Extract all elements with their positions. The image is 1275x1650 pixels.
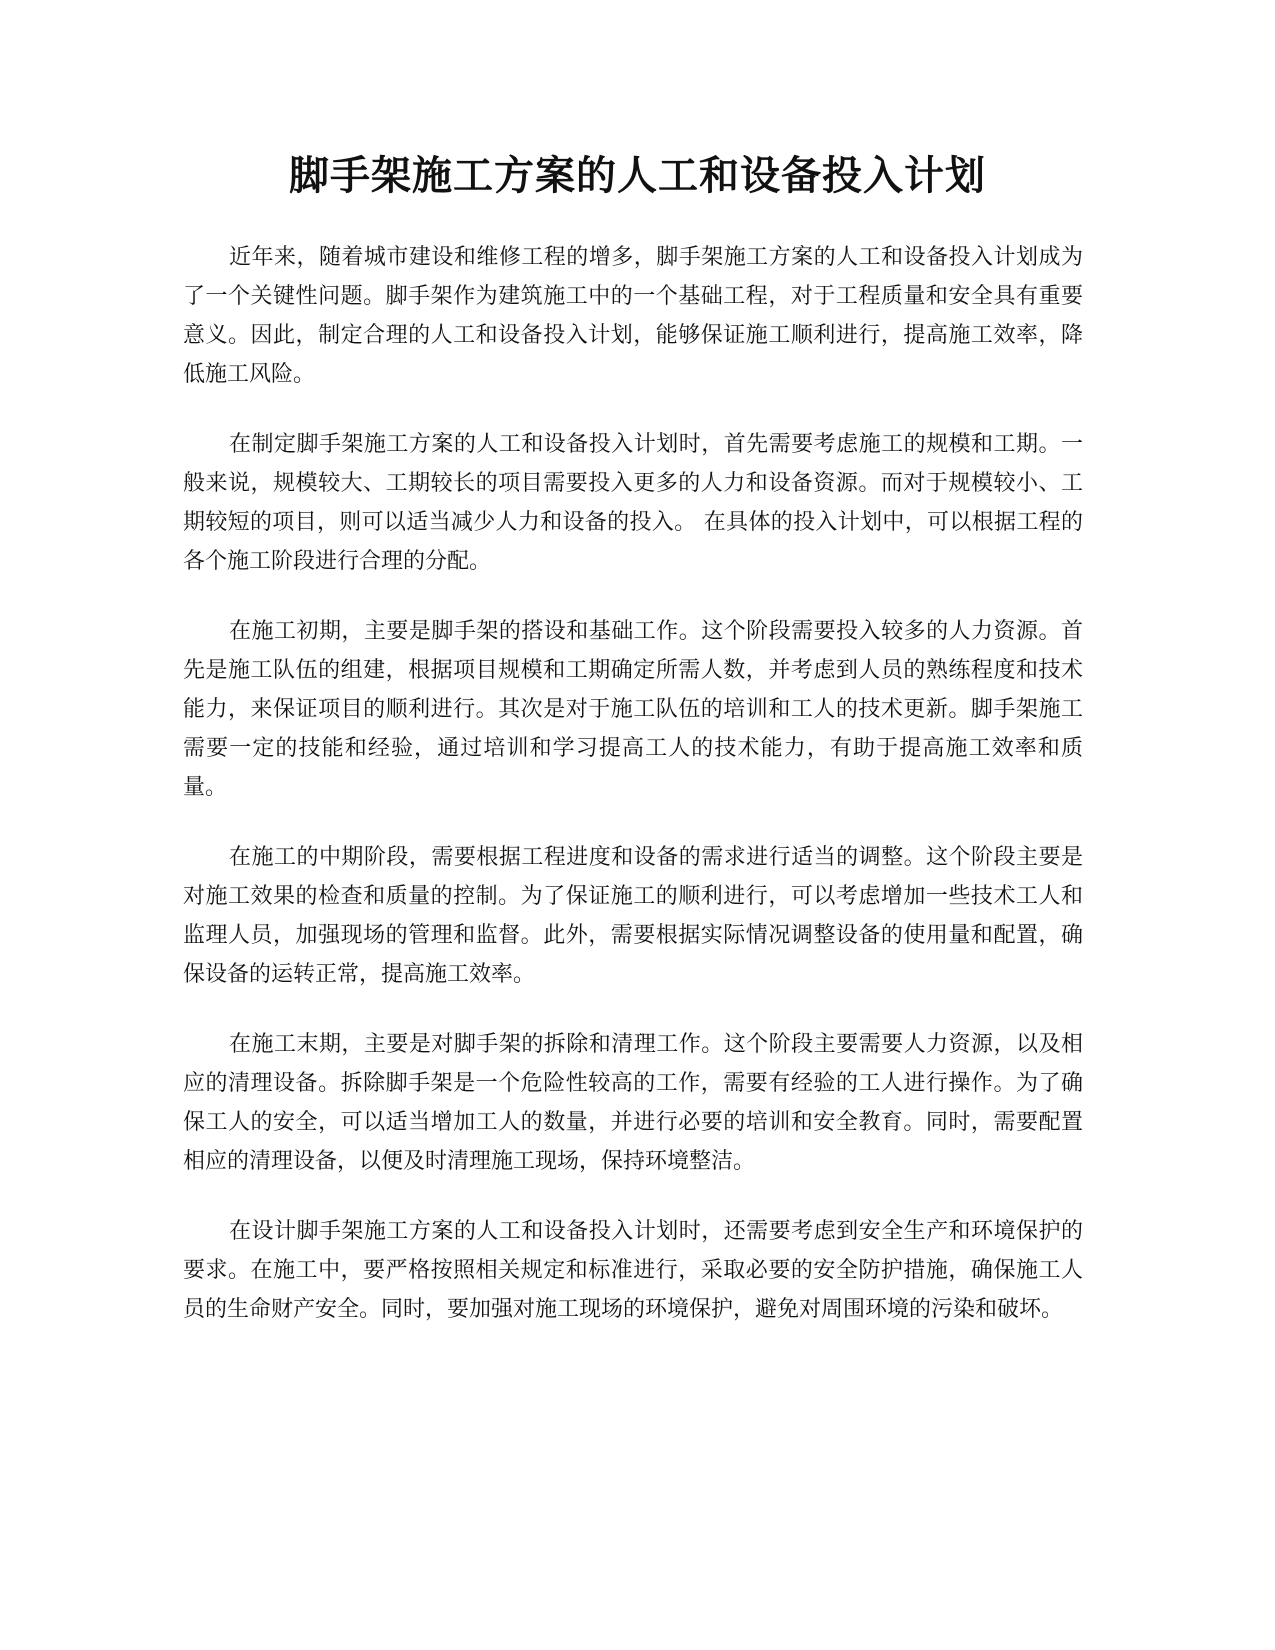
document-body [183, 238, 1083, 1360]
paragraph-1: 近年来，随着城市建设和维修工程的增多，脚手架施工方案的人工和设备投入计划成为了一个关键性问题。脚手架作为建筑施工中的一个基础工程，对于工程质量和安全具有重要意义。因此，制定合理的人工和设备投入计划，能够保证施工顺利进行，提高施工效率，降低施工风险。 [183, 245, 1083, 387]
paragraph-5: 在施工末期，主要是对脚手架的拆除和清理工作。这个阶段主要需要人力资源，以及相应的清理设备。拆除脚手架是一个危险性较高的工作，需要有经验的工人进行操作。为了确保工人的安全，可以适当增加工人的数量，并进行必要的培训和安全教育。同时，需要配置相应的清理设备，以便及时清理施工现场，保持环境整洁。 [183, 1032, 1083, 1174]
document-title: 脚手架施工方案的人工和设备投入计划 [289, 153, 986, 199]
paragraph-3: 在施工初期，主要是脚手架的搭设和基础工作。这个阶段需要投入较多的人力资源。首先是施工队伍的组建，根据项目规模和工期确定所需人数，并考虑到人员的熟练程度和技术能力，来保证项目的顺利进行。其次是对于施工队伍的培训和工人的技术更新。脚手架施工需要一定的技能和经验，通过培训和学习提高工人的技术能力，有助于提高施工效率和质量。 [183, 619, 1083, 800]
paragraph-4: 在施工的中期阶段，需要根据工程进度和设备的需求进行适当的调整。这个阶段主要是对施工效果的检查和质量的控制。为了保证施工的顺利进行，可以考虑增加一些技术工人和监理人员，加强现场的管理和监督。此外，需要根据实际情况调整设备的使用量和配置，确保设备的运转正常，提高施工效率。 [183, 845, 1083, 987]
paragraph-6: 在设计脚手架施工方案的人工和设备投入计划时，还需要考虑到安全生产和环境保护的要求。在施工中，要严格按照相关规定和标准进行，采取必要的安全防护措施，确保施工人员的生命财产安全。同时，要加强对施工现场的环境保护，避免对周围环境的污染和破坏。 [183, 1219, 1083, 1322]
paragraph-2: 在制定脚手架施工方案的人工和设备投入计划时，首先需要考虑施工的规模和工期。一般来说，规模较大、工期较长的项目需要投入更多的人力和设备资源。而对于规模较小、工期较短的项目，则可以适当减少人力和设备的投入。 在具体的投入计划中，可以根据工程的各个施工阶段进行合理的分配。 [183, 432, 1083, 574]
